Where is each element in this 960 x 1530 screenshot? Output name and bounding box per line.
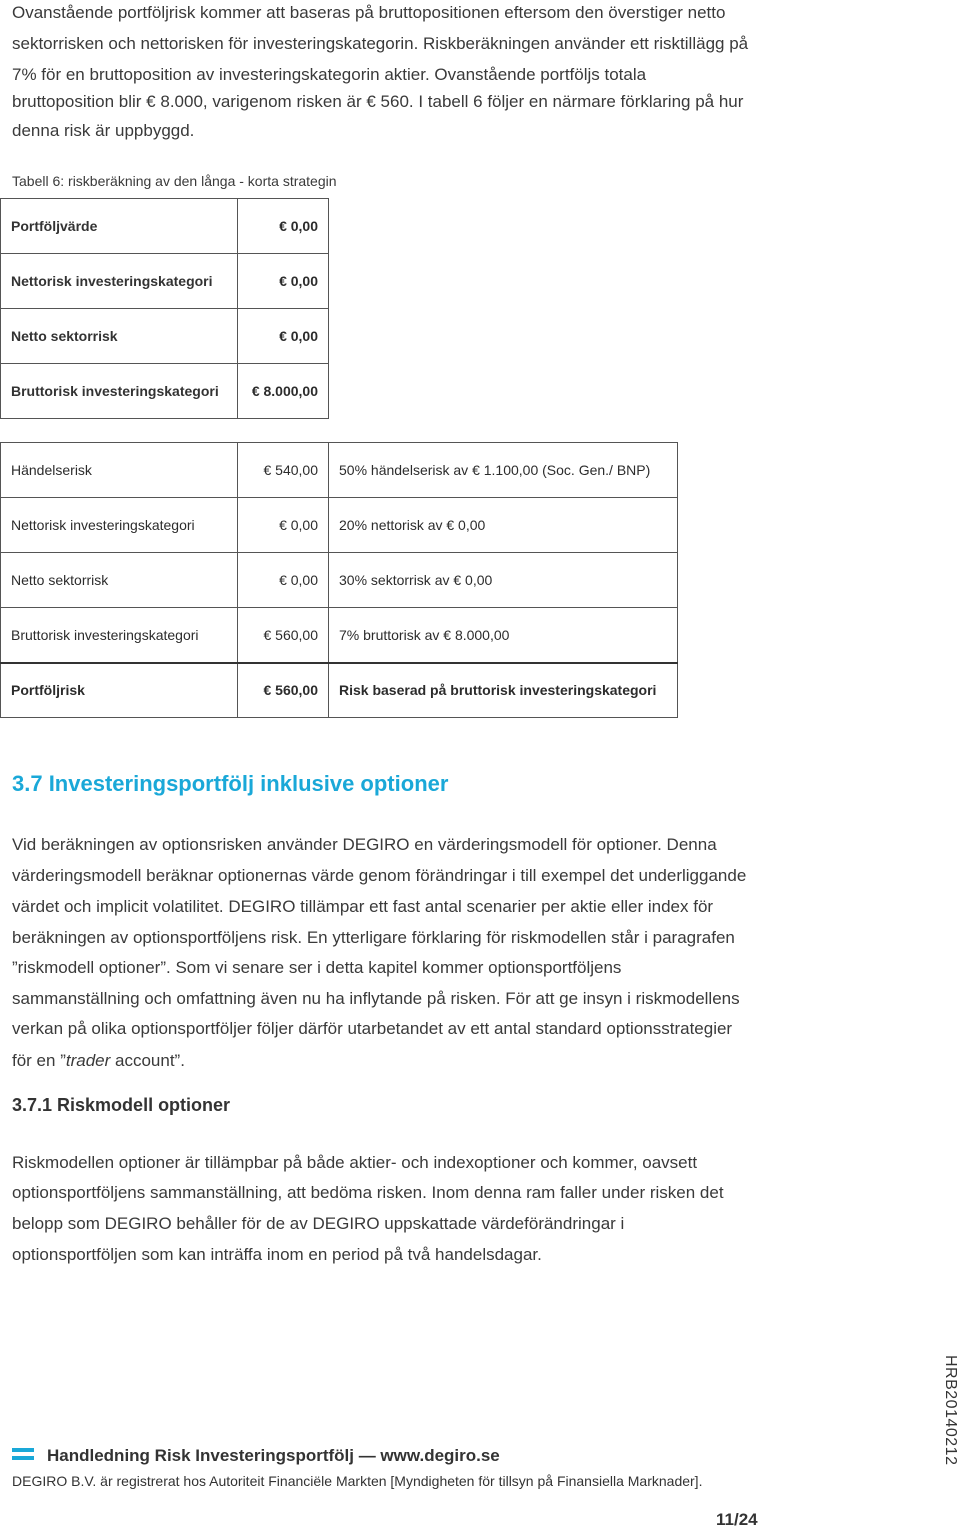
italic-term: trader	[65, 1051, 111, 1070]
body-line: optionsportföljens sammanställning, att bedöma risken. Inom denna ram faller under risken det	[12, 1183, 724, 1202]
row-label: Nettorisk investeringskategori	[1, 498, 238, 553]
intro-line: sektorrisken och nettorisken för investeringskategorin. Riskberäkningen använder ett risktillägg på	[12, 34, 749, 53]
footer-title: Handledning Risk Investeringsportfölj — www.degiro.se	[47, 1446, 500, 1465]
row-label: Netto sektorrisk	[1, 553, 238, 608]
row-label: Bruttorisk investeringskategori	[1, 364, 238, 419]
table-row	[1, 553, 678, 608]
row-label: Netto sektorrisk	[1, 309, 238, 364]
total-label: Portföljrisk	[1, 663, 238, 718]
total-note: Risk baserad på bruttorisk investeringskategori	[329, 663, 678, 718]
row-value: € 0,00	[238, 309, 329, 364]
total-value: € 560,00	[238, 663, 329, 718]
footer-registration: DEGIRO B.V. är registrerat hos Autoriteit Financiële Markten [Myndigheten för tillsyn på Finansiella Marknader].	[12, 1473, 703, 1489]
intro-line: denna risk är uppbyggd.	[12, 121, 195, 140]
summary-table	[0, 198, 329, 419]
row-note: 30% sektorrisk av € 0,00	[329, 553, 678, 608]
row-label: Nettorisk investeringskategori	[1, 254, 238, 309]
row-note: 20% nettorisk av € 0,00	[329, 498, 678, 553]
table-row	[1, 364, 329, 419]
body-line: Riskmodellen optioner är tillämpbar på både aktier- och indexoptioner och kommer, oavsett	[12, 1153, 698, 1172]
row-value: € 0,00	[238, 254, 329, 309]
body-line: Vid beräkningen av optionsrisken använder DEGIRO en värderingsmodell för optioner. Denna	[12, 835, 717, 854]
table-row	[1, 498, 678, 553]
row-value: € 560,00	[238, 608, 329, 663]
table-total-row	[1, 663, 678, 718]
subsection-heading: 3.7.1 Riskmodell optioner	[12, 1095, 231, 1115]
row-label: Bruttorisk investeringskategori	[1, 608, 238, 663]
table-row	[1, 309, 329, 364]
risk-table	[0, 442, 678, 718]
body-line: beräkningen av optionsportföljens risk. En ytterligare förklaring för riskmodellen står i paragrafen	[12, 928, 735, 947]
document-id: HRB20140212	[942, 1355, 959, 1466]
body-line: värderingsmodell beräknar optionernas värde genom förändringar i till exempel det underliggande	[12, 866, 747, 885]
body-line: verkan på olika optionsportföljer följer därför utarbetandet av ett antal standard optionsstrategier	[12, 1019, 733, 1038]
table-row	[1, 199, 329, 254]
row-value: € 0,00	[238, 553, 329, 608]
page-number: 11/24	[716, 1510, 758, 1529]
body-line: sammanställning och omfattning även nu ha inflytande på risken. För att ge insyn i riskmodellens	[12, 989, 740, 1008]
table-row	[1, 443, 678, 498]
body-text: account”.	[110, 1051, 185, 1070]
row-value: € 0,00	[238, 498, 329, 553]
row-value: € 0,00	[238, 199, 329, 254]
body-line: belopp som DEGIRO behåller för de av DEGIRO uppskattade värdeförändringar i	[12, 1214, 625, 1233]
row-value: € 8.000,00	[238, 364, 329, 419]
section-heading: 3.7 Investeringsportfölj inklusive optioner	[12, 771, 449, 796]
row-value: € 540,00	[238, 443, 329, 498]
table-row	[1, 608, 678, 663]
row-label: Händelserisk	[1, 443, 238, 498]
body-line: optionsportföljen som kan inträffa inom en period på två handelsdagar.	[12, 1245, 542, 1264]
body-text: för en ”	[12, 1051, 66, 1070]
row-note: 50% händelserisk av € 1.100,00 (Soc. Gen./ BNP)	[329, 443, 678, 498]
intro-line: Ovanstående portföljrisk kommer att baseras på bruttopositionen eftersom den överstiger netto	[12, 3, 726, 22]
body-line	[12, 1045, 185, 1076]
table-caption: Tabell 6: riskberäkning av den långa - korta strategin	[12, 173, 337, 189]
table-row	[1, 254, 329, 309]
row-note: 7% bruttorisk av € 8.000,00	[329, 608, 678, 663]
row-label: Portföljvärde	[1, 199, 238, 254]
body-line: värdet och implicit volatilitet. DEGIRO tillämpar ett fast antal scenarier per aktie eller index för	[12, 897, 714, 916]
degiro-logo-icon	[12, 1448, 34, 1462]
intro-line: bruttoposition blir € 8.000, varigenom risken är € 560. I tabell 6 följer en närmare förklaring på hur	[12, 92, 744, 111]
intro-line: 7% för en bruttoposition av investeringskategorin aktier. Ovanstående portföljs totala	[12, 65, 647, 84]
body-line: ”riskmodell optioner”. Som vi senare ser i detta kapitel kommer optionsportföljens	[12, 958, 622, 977]
